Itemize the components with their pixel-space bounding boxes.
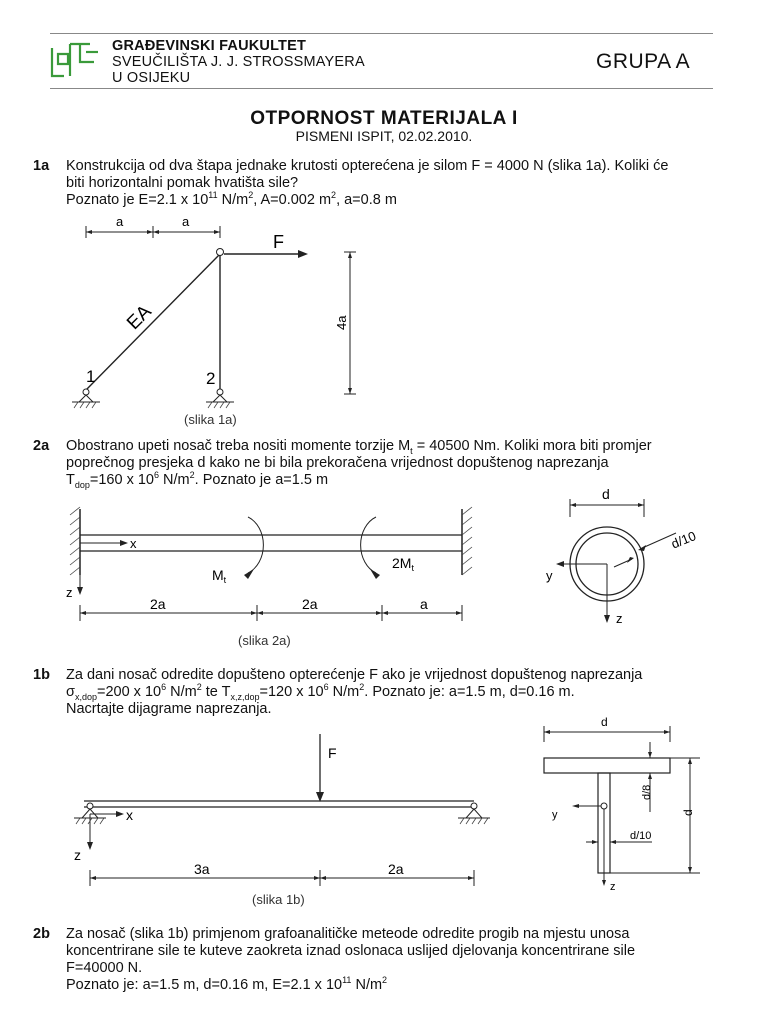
fig2a-label-x: x (130, 536, 137, 551)
fig1a-label-a-1: a (116, 214, 124, 229)
figure-2a-beam (62, 505, 482, 630)
problem-2b-line-3: F=40000 N. (66, 960, 143, 976)
problem-1b-text (66, 667, 726, 718)
fig2a-section-label-d10: d/10 (669, 528, 699, 552)
problem-2a-line-1: Obostrano upeti nosač treba nositi momente torzije $M_t = 40500$ Nm. Koliki mora biti promjer (66, 438, 652, 456)
fig2a-section-label-y: y (546, 568, 553, 583)
fig1b-caption: (slika 1b) (252, 892, 305, 907)
problem-1b-line-2: $\sigma_{x,dop}=200$ x $10^6$ $N/m^2$ te $T_{x,z,dop}=120$ x $10^6$ $N/m^2$. Poznato je: a=1.5 m, d=0.16 m. (66, 682, 575, 702)
problem-1a-given: Poznato je E=2.1 x $10^{11}$ $N/m^2$, A=0.002 $m^2$, a=0.8 m (66, 190, 397, 208)
exam-title: OTPORNOST MATERIJALA I (250, 108, 518, 129)
figure-2a-section (536, 487, 736, 629)
problem-1a-text (66, 158, 726, 209)
fig1b-section-label-d10: d/10 (630, 830, 652, 842)
fig1b-section-label-z: z (610, 881, 616, 893)
fig1b-label-z: z (74, 847, 81, 863)
faculty-logo (50, 40, 108, 80)
header-bottom-rule (50, 88, 713, 89)
figure-1b-section (530, 712, 740, 894)
exam-subtitle: PISMENI ISPIT, 02.02.2010. (295, 128, 473, 144)
fig1a-label-2: 2 (206, 369, 216, 388)
fig1b-dim-2a: 2a (388, 861, 404, 877)
exam-group: GRUPA A (596, 50, 691, 73)
fig2a-label-2Mt: $2M_t$ (392, 555, 414, 573)
fig1b-section-label-d-top: d (601, 715, 608, 729)
fig1a-label-F: F (273, 232, 284, 252)
institution-line-2: SVEUČILIŠTA J. J. STROSSMAYERA (112, 54, 365, 70)
fig1b-section-label-d-right: d (681, 809, 695, 816)
fig2a-dim-a: a (420, 596, 428, 612)
fig1a-caption: (slika 1a) (184, 412, 237, 427)
fig1b-dim-3a: 3a (194, 861, 210, 877)
problem-2b-text (66, 926, 726, 994)
problem-2b-line-2: koncentrirane sile te kuteve zaokreta iznad oslonaca uslijed djelovanja koncentrirane sile (66, 943, 636, 959)
institution-line-3: U OSIJEKU (112, 70, 191, 86)
problem-1b-line-1: Za dani nosač odredite dopušteno opterećenje F ako je vrijednost dopuštenog naprezanja (66, 667, 643, 683)
figure-1b-beam (62, 728, 502, 888)
institution-line-1: GRAĐEVINSKI FAUKULTET (112, 38, 307, 54)
problem-2a-line-3: $T_{dop}=160$ x $10^6$ $N/m^2$. Poznato je a=1.5 m (66, 470, 329, 490)
header-top-rule (50, 33, 713, 34)
fig2a-dim-2a-1: 2a (150, 596, 166, 612)
problem-1a-number: 1a (33, 158, 50, 174)
problem-2b-line-4: Poznato je: a=1.5 m, d=0.16 m, E=2.1 x $10^{11}$ $N/m^2$ (66, 975, 388, 993)
fig1b-section-label-y: y (552, 809, 558, 821)
fig2a-label-z: z (66, 585, 73, 600)
fig2a-section-label-z: z (616, 611, 623, 626)
fig2a-caption: (slika 2a) (238, 633, 291, 648)
problem-2a-number: 2a (33, 438, 50, 454)
fig1a-label-EA: EA (123, 301, 156, 335)
problem-1a-line-1: Konstrukcija od dva štapa jednake krutosti opterećena je silom F = 4000 N (slika 1a). Koliki će (66, 158, 669, 174)
fig2a-label-Mt: $M_t$ (212, 567, 227, 585)
fig2a-section-label-d: d (602, 487, 610, 502)
fig1a-label-a-2: a (182, 214, 190, 229)
fig1b-label-F: F (328, 745, 337, 761)
figure-1a (60, 212, 380, 412)
fig1b-section-label-d8: d/8 (641, 784, 653, 800)
problem-2a-line-2: poprečnog presjeka d kako ne bi bila prekoračena vrijednost dopuštenog naprezanja (66, 455, 609, 471)
problem-2b-number: 2b (33, 926, 50, 942)
fig1b-label-x: x (126, 807, 133, 823)
problem-2a-text (66, 438, 726, 489)
fig1a-label-1: 1 (86, 367, 96, 386)
problem-1a-line-2: biti horizontalni pomak hvatišta sile? (66, 175, 299, 191)
fig2a-dim-2a-2: 2a (302, 596, 318, 612)
problem-2b-line-1: Za nosač (slika 1b) primjenom grafoanalitičke meteode odredite progib na mjestu unosa (66, 926, 630, 942)
problem-1b-line-3: Nacrtajte dijagrame naprezanja. (66, 701, 272, 717)
problem-1b-number: 1b (33, 667, 50, 683)
fig1a-label-4a: 4a (334, 315, 349, 330)
